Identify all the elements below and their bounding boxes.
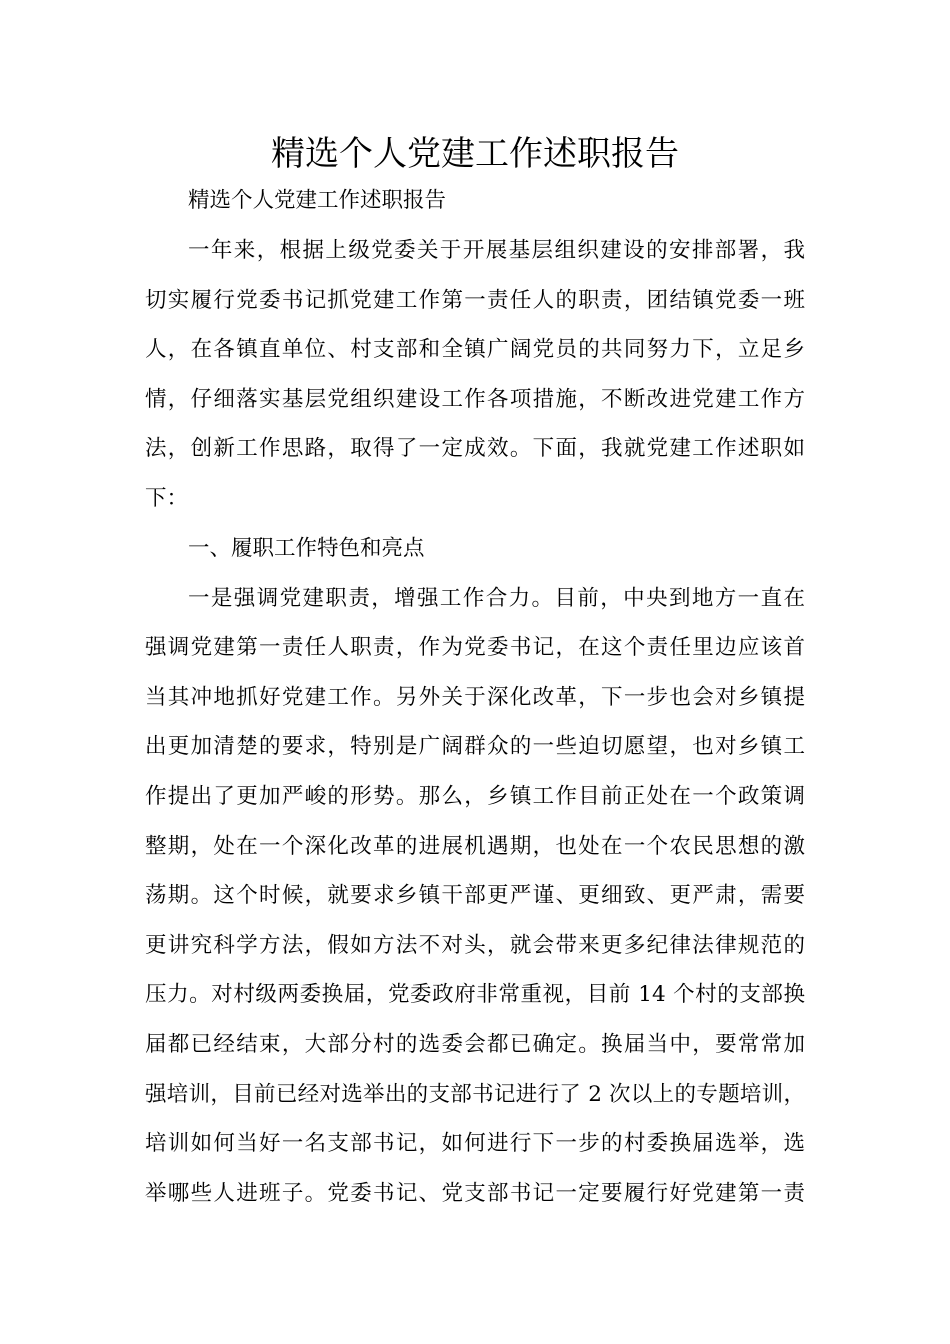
paragraph-line: 作提出了更加严峻的形势。那么，乡镇工作目前正处在一个政策调 [145, 784, 805, 809]
paragraph-line: 出更加清楚的要求，特别是广阔群众的一些迫切愿望，也对乡镇工 [145, 734, 805, 759]
section-heading: 一、履职工作特色和亮点 [188, 536, 425, 561]
paragraph-line: 人，在各镇直单位、村支部和全镇广阔党员的共同努力下，立足乡 [145, 337, 805, 362]
subtitle-line: 精选个人党建工作述职报告 [188, 188, 447, 213]
paragraph-line: 情，仔细落实基层党组织建设工作各项措施，不断改进党建工作方 [145, 387, 805, 412]
paragraph-line: 下： [145, 486, 189, 511]
paragraph-line: 压力。对村级两委换届，党委政府非常重视，目前 14 个村的支部换 [145, 982, 805, 1007]
paragraph-line: 整期，处在一个深化改革的进展机遇期，也处在一个农民思想的激 [145, 834, 805, 859]
paragraph-line: 当其冲地抓好党建工作。另外关于深化改革，下一步也会对乡镇提 [145, 685, 805, 710]
paragraph-line: 一年来，根据上级党委关于开展基层组织建设的安排部署，我 [188, 238, 805, 263]
paragraph-line: 法，创新工作思路，取得了一定成效。下面，我就党建工作述职如 [145, 436, 805, 461]
paragraph-line: 强培训，目前已经对选举出的支部书记进行了 2 次以上的专题培训， [145, 1082, 805, 1107]
paragraph-line: 强调党建第一责任人职责，作为党委书记，在这个责任里边应该首 [145, 635, 805, 660]
paragraph-line: 更讲究科学方法，假如方法不对头，就会带来更多纪律法律规范的 [145, 933, 805, 958]
paragraph-line: 届都已经结束，大部分村的选委会都已确定。换届当中，要常常加 [145, 1032, 805, 1057]
paragraph-line: 切实履行党委书记抓党建工作第一责任人的职责，团结镇党委一班 [145, 288, 805, 313]
paragraph-line: 举哪些人进班子。党委书记、党支部书记一定要履行好党建第一责 [145, 1181, 805, 1206]
paragraph-line: 一是强调党建职责，增强工作合力。目前，中央到地方一直在 [188, 586, 805, 611]
paragraph-line: 培训如何当好一名支部书记，如何进行下一步的村委换届选举，选 [145, 1131, 805, 1156]
document-title: 精选个人党建工作述职报告 [271, 134, 679, 174]
paragraph-line: 荡期。这个时候，就要求乡镇干部更严谨、更细致、更严肃，需要 [145, 883, 805, 908]
